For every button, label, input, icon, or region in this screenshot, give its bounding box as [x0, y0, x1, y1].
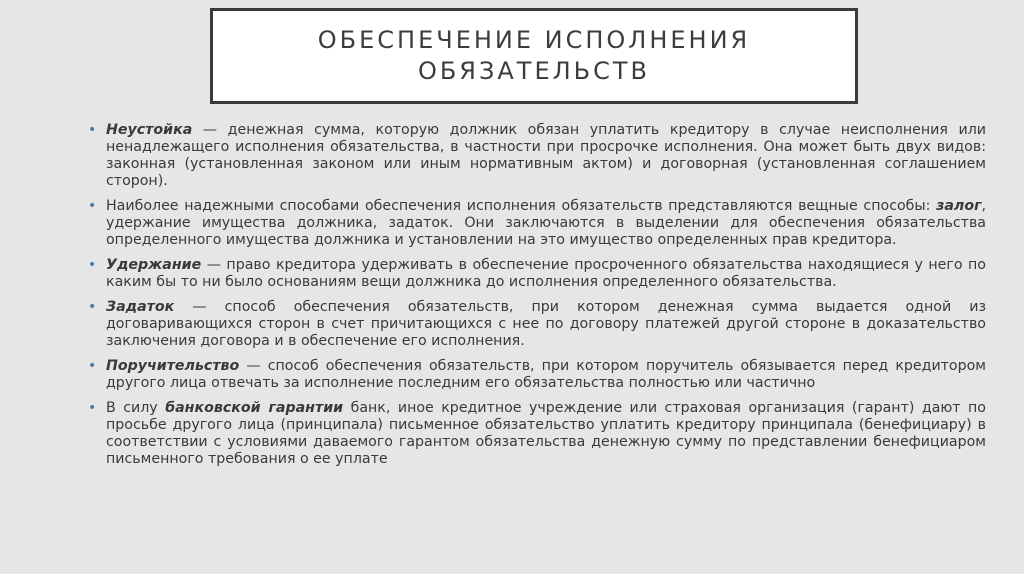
list-item-uderzhanie [88, 257, 986, 291]
item-pre-text: В силу [106, 400, 166, 416]
item-pre-text: Наиболее надежными способами обеспечения исполнения обязательств представляются вещные способы: [106, 198, 937, 214]
item-term: залог [936, 198, 982, 214]
item-term: Неустойка [106, 122, 193, 138]
list-item-bank-guarantee [88, 400, 986, 468]
bullet-icon: • [88, 358, 97, 374]
bullet-list [88, 122, 986, 476]
item-post-text: — способ обеспечения обязательств, при котором денежная сумма выдается одной из договаривающихся сторон в счет причитающихся с нее по договору платежей другой стороне в доказательство заключения договора и в обеспечение его исполнения. [106, 299, 986, 349]
item-term: Поручительство [106, 358, 240, 374]
title-line-1: ОБЕСПЕЧЕНИЕ ИСПОЛНЕНИЯ [317, 26, 751, 54]
list-item-zadatok [88, 299, 986, 350]
bullet-icon: • [88, 257, 97, 273]
bullet-icon: • [88, 400, 97, 416]
item-post-text: , удержание имущества должника, задаток. Они заключаются в выделении для обеспечения обязательства определенного имущества должника и установлении на это имущество определенных прав кредитора. [106, 198, 986, 248]
item-term: Задаток [106, 299, 175, 315]
item-term: Удержание [106, 257, 202, 273]
list-item-poruchitelstvo [88, 358, 986, 392]
title-line-2: ОБЯЗАТЕЛЬСТВ [417, 57, 651, 85]
slide-title [318, 25, 750, 87]
bullet-icon: • [88, 299, 97, 315]
list-item-zalog [88, 198, 986, 249]
item-post-text: — способ обеспечения обязательств, при котором поручитель обязывается перед кредитором другого лица отвечать за исполнение последним его обязательства полностью или частично [106, 358, 986, 391]
bullet-icon: • [88, 122, 97, 138]
item-post-text: — право кредитора удерживать в обеспечение просроченного обязательства находящиеся у него по каким бы то ни было основаниям вещи должника до исполнения определенного обязательства. [106, 257, 986, 290]
item-post-text: — денежная сумма, которую должник обязан уплатить кредитору в случае неисполнения или ненадлежащего исполнения обязательства, в частности при просрочке исполнения. Она может быть двух видов: законная (установленная законом или иным нормативным актом) и договорная (установленная соглашением сторон). [106, 122, 986, 189]
title-box [210, 8, 858, 104]
list-item-neustoyka [88, 122, 986, 190]
bullet-icon: • [88, 198, 97, 214]
item-term: банковской гарантии [165, 400, 344, 416]
item-post-text: банк, иное кредитное учреждение или страховая организация (гарант) дают по просьбе другого лица (принципала) письменное обязательство уплатить кредитору принципала (бенефициару) в соответствии с условиями даваемого гарантом обязательства денежную сумму по представлении бенефициаром письменного требования о ее уплате [106, 400, 986, 467]
